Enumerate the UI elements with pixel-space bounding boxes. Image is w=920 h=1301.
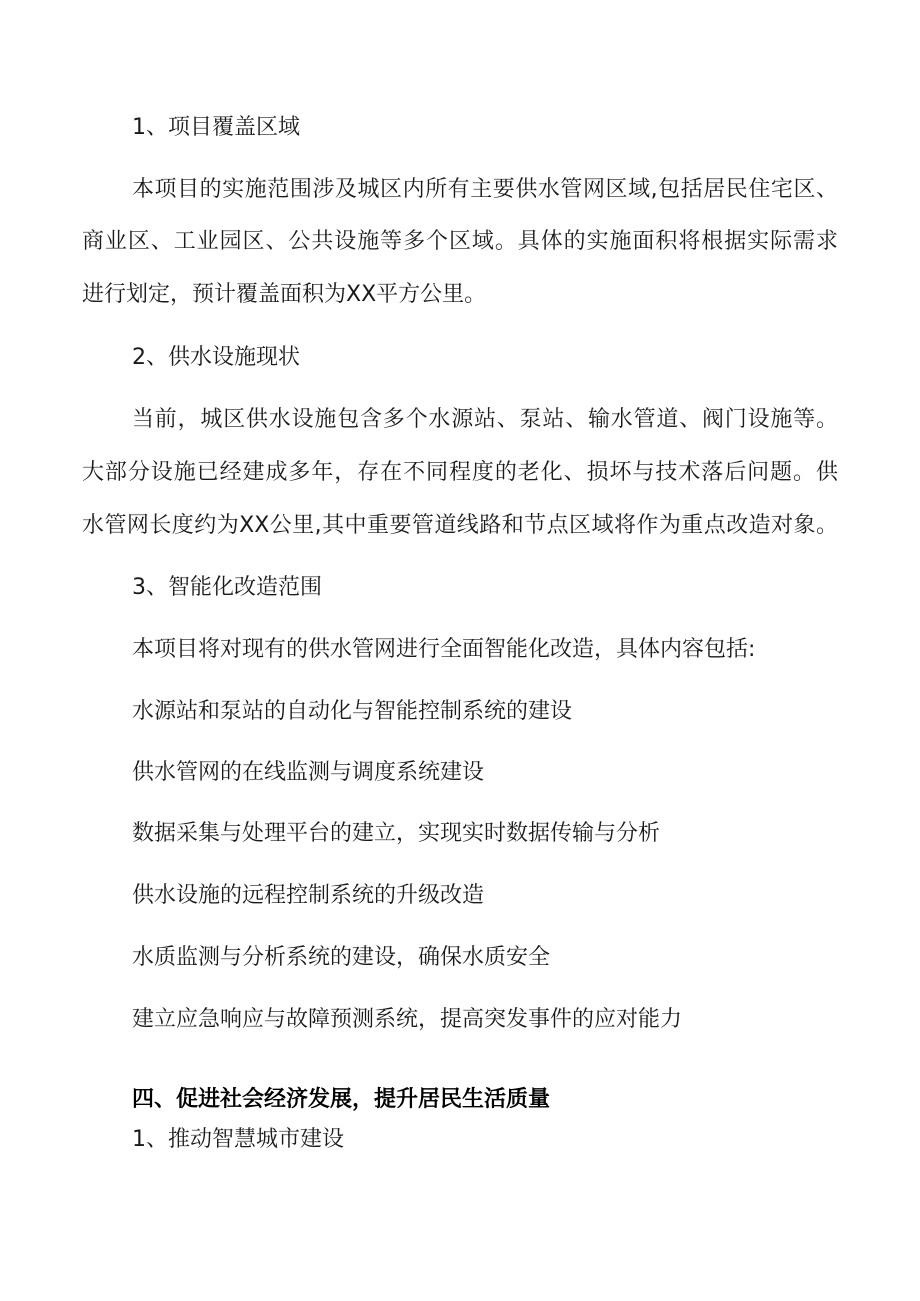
list-item: 水质监测与分析系统的建设，确保水质安全: [132, 945, 551, 970]
chapter-heading: 四、促进社会经济发展，提升居民生活质量: [132, 1087, 551, 1112]
paragraph-line: 本项目将对现有的供水管网进行全面智能化改造，具体内容包括:: [132, 637, 756, 662]
paragraph-line: 本项目的实施范围涉及城区内所有主要供水管网区域,包括居民住宅区、: [132, 177, 838, 202]
section-heading: 2、供水设施现状: [132, 345, 300, 370]
list-item: 数据采集与处理平台的建立，实现实时数据传输与分析: [132, 821, 661, 846]
paragraph-line: 进行划定，预计覆盖面积为XX平方公里。: [82, 282, 487, 307]
list-item: 供水管网的在线监测与调度系统建设: [132, 760, 485, 785]
section-heading: 1、项目覆盖区域: [132, 115, 300, 140]
paragraph-line: 商业区、工业园区、公共设施等多个区域。具体的实施面积将根据实际需求: [82, 229, 838, 254]
section-heading: 1、推动智慧城市建设: [132, 1127, 344, 1152]
paragraph-line: 水管网长度约为XX公里,其中重要管道线路和节点区域将作为重点改造对象。: [82, 513, 838, 538]
section-heading: 3、智能化改造范围: [132, 575, 322, 600]
list-item: 建立应急响应与故障预测系统，提高突发事件的应对能力: [132, 1007, 683, 1032]
paragraph-line: 当前，城区供水设施包含多个水源站、泵站、输水管道、阀门设施等。: [132, 407, 838, 432]
list-item: 水源站和泵站的自动化与智能控制系统的建设: [132, 699, 573, 724]
list-item: 供水设施的远程控制系统的升级改造: [132, 883, 485, 908]
paragraph-line: 大部分设施已经建成多年，存在不同程度的老化、损坏与技术落后问题。供: [82, 460, 838, 485]
